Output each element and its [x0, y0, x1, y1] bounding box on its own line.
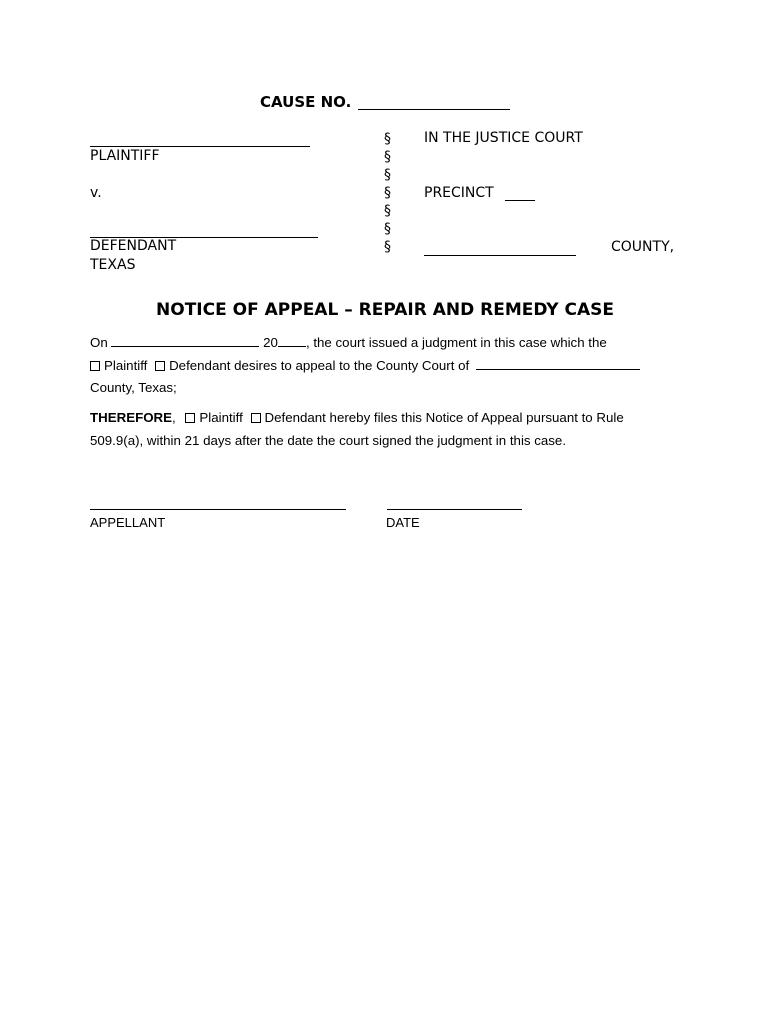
precinct-field[interactable] [505, 200, 535, 201]
section-symbol: § [384, 131, 391, 147]
cause-number-label: CAUSE NO. [260, 93, 352, 111]
therefore-plaintiff-checkbox[interactable] [185, 413, 195, 423]
date-signature-field[interactable] [387, 509, 522, 510]
section-symbol: § [384, 203, 391, 219]
paragraph-2-line-1: THEREFORE, Plaintiff Defendant hereby files this Notice of Appeal pursuant to Rule [90, 410, 624, 425]
section-symbol: § [384, 221, 391, 237]
judgment-year-field[interactable] [278, 334, 306, 347]
cause-number-field[interactable] [358, 109, 510, 110]
plaintiff-label: PLAINTIFF [90, 148, 160, 164]
date-label: DATE [386, 515, 420, 530]
defendant-label: DEFENDANT [90, 238, 177, 254]
section-symbol: § [384, 149, 391, 165]
document-title: NOTICE OF APPEAL – REPAIR AND REMEDY CASE [156, 300, 614, 320]
paragraph-2-line-2: 509.9(a), within 21 days after the date the court signed the judgment in this case. [90, 433, 567, 448]
plaintiff-checkbox[interactable] [90, 361, 100, 371]
plaintiff-name-field[interactable] [90, 146, 310, 147]
therefore-defendant-checkbox[interactable] [251, 413, 261, 423]
paragraph-1-line-3: County, Texas; [90, 380, 177, 395]
state-label: TEXAS [90, 257, 136, 273]
judgment-date-field[interactable] [111, 334, 259, 347]
court-label: IN THE JUSTICE COURT [424, 130, 583, 146]
section-symbol: § [384, 185, 391, 201]
appellant-label: APPELLANT [90, 515, 166, 530]
county-field[interactable] [424, 255, 576, 256]
county-label: COUNTY, [611, 239, 675, 255]
section-symbol: § [384, 239, 391, 255]
paragraph-1-line-2: Plaintiff Defendant desires to appeal to the County Court of [90, 357, 640, 373]
paragraph-1-line-1: On 20 , the court issued a judgment in this case which the [90, 335, 607, 350]
section-symbol: § [384, 167, 391, 183]
precinct-label: PRECINCT [424, 185, 494, 201]
county-court-field[interactable] [476, 357, 640, 370]
versus-label: v. [90, 185, 102, 201]
defendant-checkbox[interactable] [155, 361, 165, 371]
appellant-signature-field[interactable] [90, 509, 346, 510]
